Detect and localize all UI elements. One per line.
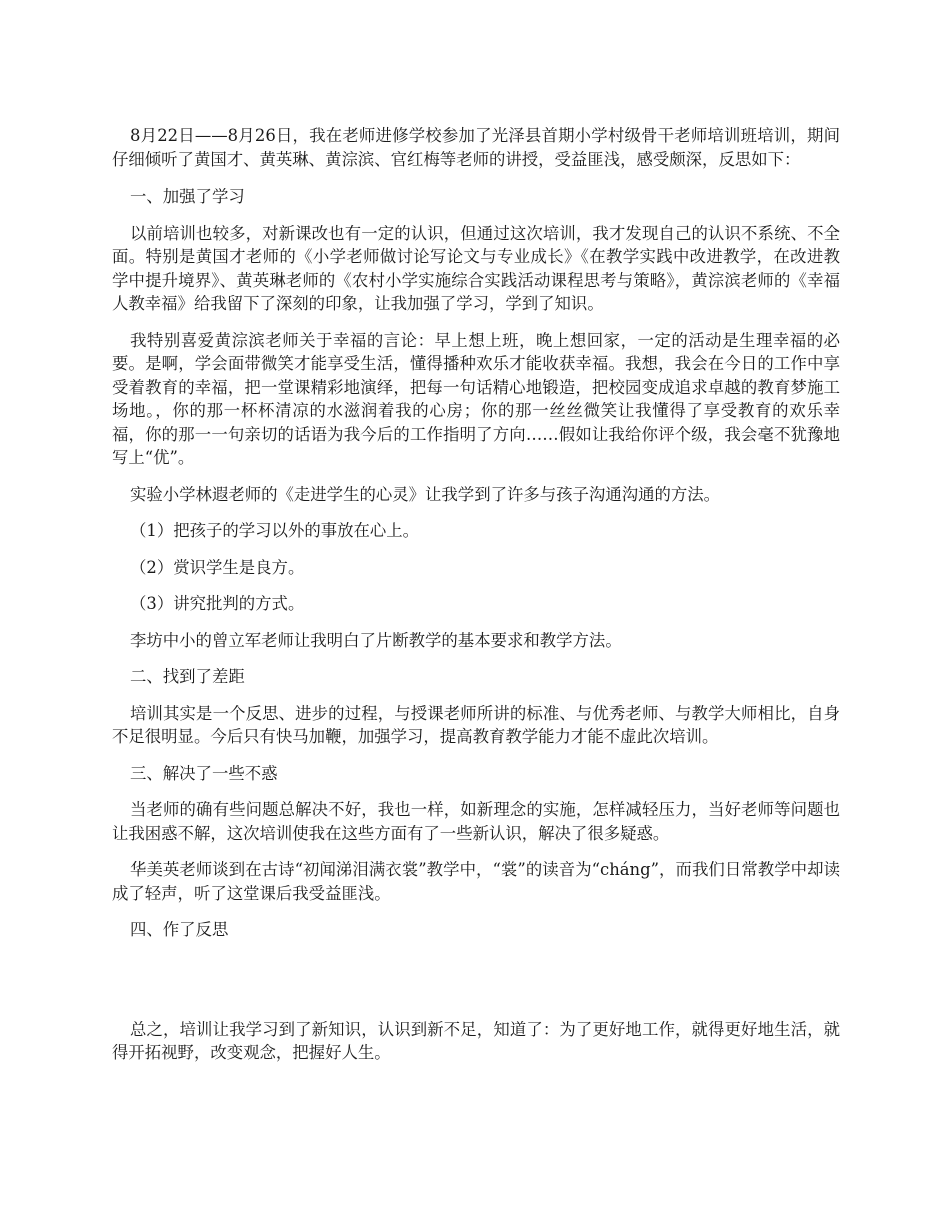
paragraph-happiness: 我特别喜爱黄淙滨老师关于幸福的言论：早上想上班，晚上想回家，一定的活动是生理幸福的必要。是啊，学会面带微笑才能享受生活，懂得播种欢乐才能收获幸福。我想，我会在今日的工作中享受着教育的幸福，把一堂课精彩地演绎，把每一句话精心地锻造，把校园变成追求卓越的教育梦施工场地。，你的那一杯杯清凉的水滋润着我的心房；你的那一丝丝微笑让我懂得了享受教育的欢乐幸福，你的那一一句亲切的话语为我今后的工作指明了方向……假如让我给你评个级，我会毫不犹豫地写上“优”。 (112, 330, 840, 467)
section-heading-2: 二、找到了差距 (130, 667, 245, 686)
list-item-1: （1）把孩子的学习以外的事放在心上。 (130, 521, 420, 540)
section-heading-1: 一、加强了学习 (130, 187, 245, 206)
paragraph-gap: 培训其实是一个反思、进步的过程，与授课老师所讲的标准、与优秀老师、与教学大师相比，自身不足很明显。今后只有快马加鞭，加强学习，提高教育教学能力才能不虚此次培训。 (112, 703, 840, 746)
paragraph-pronunciation: 华美英老师谈到在古诗“初闻涕泪满衣裳”教学中，“裳”的读音为“cháng”，而我们日常教学中却读成了轻声，听了这堂课后我受益匪浅。 (112, 860, 840, 903)
section-heading-3: 三、解决了一些不惑 (130, 763, 278, 783)
document-body (112, 124, 840, 1065)
paragraph-student-soul: 实验小学林遐老师的《走进学生的心灵》让我学到了许多与孩子沟通沟通的方法。 (130, 484, 721, 504)
intro-paragraph: 8月22日——8月26日，我在老师进修学校参加了光泽县首期小学村级骨干老师培训班培训，期间仔细倾听了黄国才、黄英琳、黄淙滨、官红梅等老师的讲授，受益匪浅，感受颇深，反思如下： (112, 126, 840, 169)
list-item-2: （2）赏识学生是良方。 (130, 557, 305, 577)
paragraph-confusion: 当老师的确有些问题总解决不好，我也一样，如新理念的实施，怎样减轻压力，当好老师等问题也让我困惑不解，这次培训使我在这些方面有了一些新认识，解决了很多疑惑。 (112, 800, 840, 843)
conclusion-paragraph: 总之，培训让我学习到了新知识，认识到新不足，知道了：为了更好地工作，就得更好地生活，就得开拓视野，改变观念，把握好人生。 (112, 1019, 840, 1062)
paragraph-fragment-teaching: 李坊中小的曾立军老师让我明白了片断教学的基本要求和教学方法。 (130, 630, 622, 650)
blank-space (112, 942, 840, 1018)
paragraph-learning: 以前培训也较多，对新课改也有一定的认识，但通过这次培训，我才发现自己的认识不系统、不全面。特别是黄国才老师的《小学老师做讨论写论文与专业成长》《在教学实践中改进教学，在改进教学中提升境界》、黄英琳老师的《农村小学实施综合实践活动课程思考与策略》，黄淙滨老师的《幸福人教幸福》给我留下了深刻的印象，让我加强了学习，学到了知识。 (112, 223, 840, 313)
section-heading-4: 四、作了反思 (130, 920, 229, 939)
list-item-3: （3）讲究批判的方式。 (130, 594, 305, 613)
